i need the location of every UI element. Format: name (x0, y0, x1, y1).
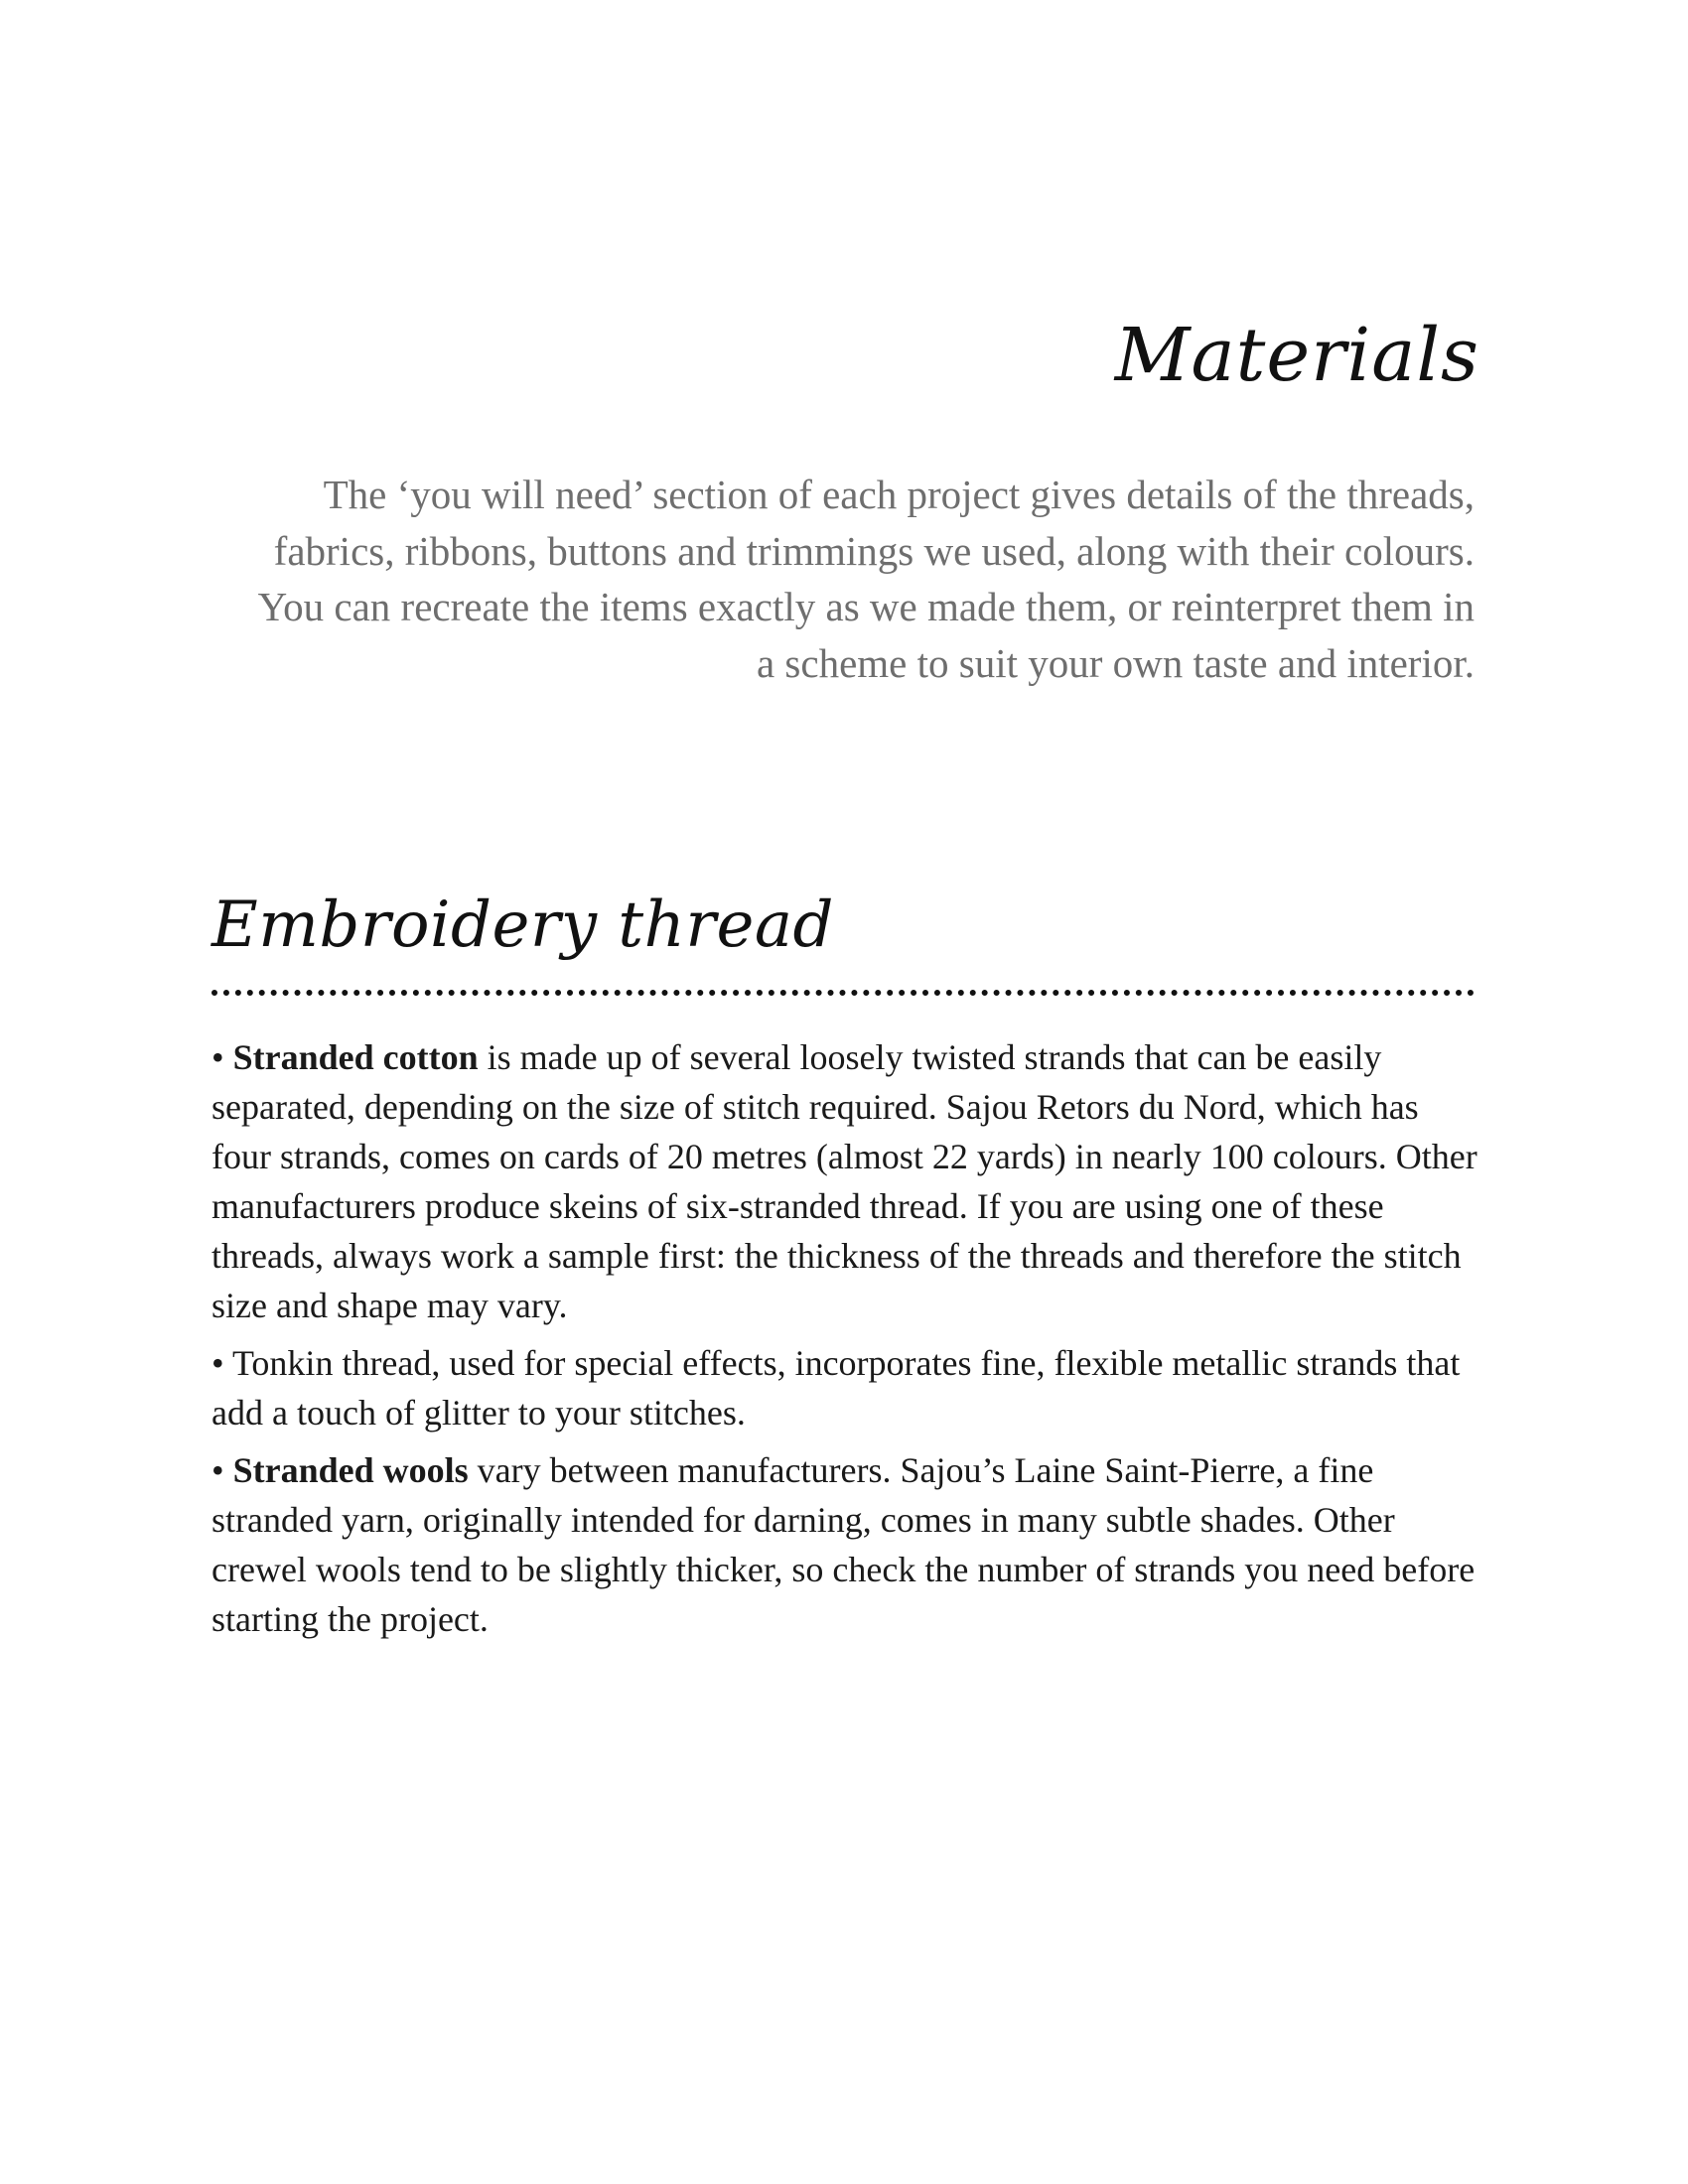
item-text: Tonkin thread, used for special effects, incorporates fine, flexible metallic strands that add a touch of glitter to your stitches. (211, 1343, 1461, 1433)
list-item-stranded-wools (211, 1445, 1482, 1644)
list-item-tonkin-thread (211, 1338, 1482, 1437)
intro-paragraph: The ‘you will need’ section of each project gives details of the threads, fabrics, ribbons, buttons and trimmings we used, along with their colours. You can recreate the items exactly as we made them, or reinterpret them in a scheme to suit your own taste and interior. (257, 472, 1475, 686)
bullet: • (211, 1450, 224, 1490)
bullet: • (211, 1343, 224, 1383)
item-text: vary between manufacturers. Sajou’s Laine Saint-Pierre, a fine stranded yarn, originally intended for darning, comes in many subtle shades. Other crewel wools tend to be slightly thicker, so check the number of strands you need before starting the project. (211, 1450, 1476, 1639)
bullet: • (211, 1037, 224, 1077)
page-title: Materials (1114, 313, 1479, 398)
section-heading: Embroidery thread (211, 888, 834, 962)
term-stranded-cotton: Stranded cotton (232, 1037, 479, 1077)
item-text: is made up of several loosely twisted strands that can be easily separated, depending on the size of stitch required. Sajou Retors du Nord, which has four strands, comes on cards of 20 metres (almost 22 yards) in nearly 100 colours. Other manufacturers produce skeins of six-stranded thread. If you are using one of these threads, always work a sample first: the thickness of the threads and therefore the stitch size and shape may vary. (211, 1037, 1477, 1325)
term-stranded-wools: Stranded wools (232, 1450, 469, 1490)
section-body (211, 1032, 1482, 1652)
list-item-stranded-cotton (211, 1032, 1482, 1330)
dotted-divider (211, 990, 1475, 996)
